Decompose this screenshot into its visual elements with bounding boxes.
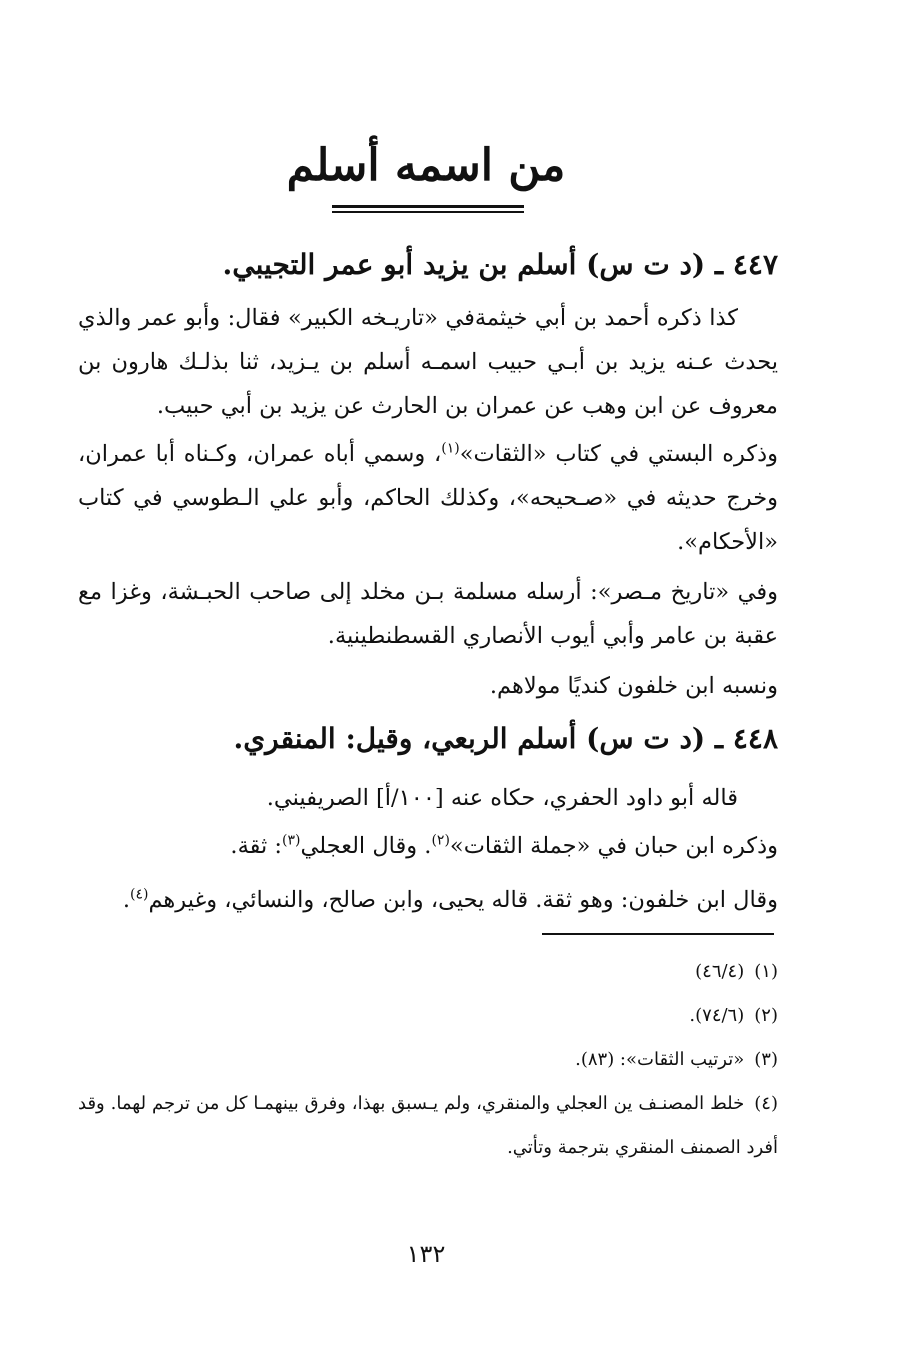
- paragraph-text: . وقال العجلي: [300, 833, 432, 859]
- footnote-ref-2: (٢): [431, 832, 450, 849]
- footnote-3: [78, 1038, 778, 1082]
- entry-447-paragraph-4: ونسبه ابن خلفون كنديًا مولاهم.: [489, 673, 778, 699]
- paragraph-text: وذكره البستي في كتاب «الثقات»: [459, 441, 778, 467]
- chapter-title: من اسمه أسلم: [286, 140, 566, 191]
- page-number: ١٣٢: [406, 1240, 446, 1268]
- footnote-text: (٤٦/٤): [695, 961, 745, 982]
- footnote-number: (٢): [754, 1005, 778, 1026]
- entry-448-paragraph-1: قاله أبو داود الحفري، حكاه عنه [١٠٠/أ] الصريفيني.: [266, 785, 738, 811]
- entry-447-paragraph-3: وفي «تاريخ مـصر»: أرسله مسلمة بـن مخلد إلى صاحب الحبـشة، وغزا مع عقبة بن عامر وأبي أيوب الأنصاري القسطنطينية.: [78, 579, 778, 649]
- paragraph-text: وذكره ابن حبان في «جملة الثقات»: [449, 833, 778, 859]
- footnote-text: (٧٤/٦).: [689, 1005, 745, 1026]
- footnote-ref-3: (٣): [282, 832, 301, 849]
- paragraph-text: ، وسمي أباه عمران، وكـناه أبا عمران، وخرج حديثه في «صـحيحه»، وكذلك الحاكم، وأبو علي الـطوسي في كتاب «الأحكام».: [78, 441, 778, 555]
- entry-447-paragraph-1: كذا ذكره أحمد بن أبي خيثمةفي «تاريـخه الكبير» فقال: وأبو عمر والذي يحدث عـنه يزيد بن أبـي حبيب اسمـه أسلم بن يـزيد، ثنا بذلـك هارون بن معروف عن ابن وهب عن عمران بن الحارث عن يزيد بن أبي حبيب.: [78, 305, 778, 419]
- footnote-1: [78, 950, 778, 994]
- footnote-number: (١): [754, 961, 778, 982]
- footnote-text: خلط المصنـف ين العجلي والمنقري، ولم يـسبق بهذا، وفرق بينهمـا كل من ترجم لهما. وقد أفرد الصمنف المنقري بترجمة وتأتي.: [78, 1093, 778, 1158]
- paragraph-text: : ثقة.: [230, 833, 283, 859]
- entry-448-heading: ٤٤٨ ـ (د ت س) أسلم الربعي، وقيل: المنقري.: [233, 722, 778, 755]
- title-underline-top: [332, 205, 524, 208]
- footnote-separator: [542, 933, 774, 935]
- entry-448-paragraph-3: [78, 878, 778, 922]
- entry-447-paragraph-2: [78, 432, 778, 564]
- title-underline-bottom: [332, 211, 524, 213]
- footnote-ref-4: (٤): [129, 886, 149, 903]
- paragraph-text: .: [122, 887, 130, 913]
- entry-448-paragraph-2: [78, 824, 778, 868]
- footnote-ref-1: (١): [441, 440, 460, 457]
- footnote-number: (٤): [754, 1093, 778, 1114]
- footnote-number: (٣): [754, 1049, 778, 1070]
- paragraph-text: وقال ابن خلفون: وهو ثقة. قاله يحيى، وابن صالح، والنسائي، وغيرهم: [148, 887, 778, 913]
- footnote-2: [78, 994, 778, 1038]
- footnote-4: [78, 1082, 778, 1170]
- footnote-text: «ترتيب الثقات»: (٨٣).: [575, 1049, 745, 1070]
- entry-447-heading: ٤٤٧ ـ (د ت س) أسلم بن يزيد أبو عمر التجيبي.: [222, 248, 778, 281]
